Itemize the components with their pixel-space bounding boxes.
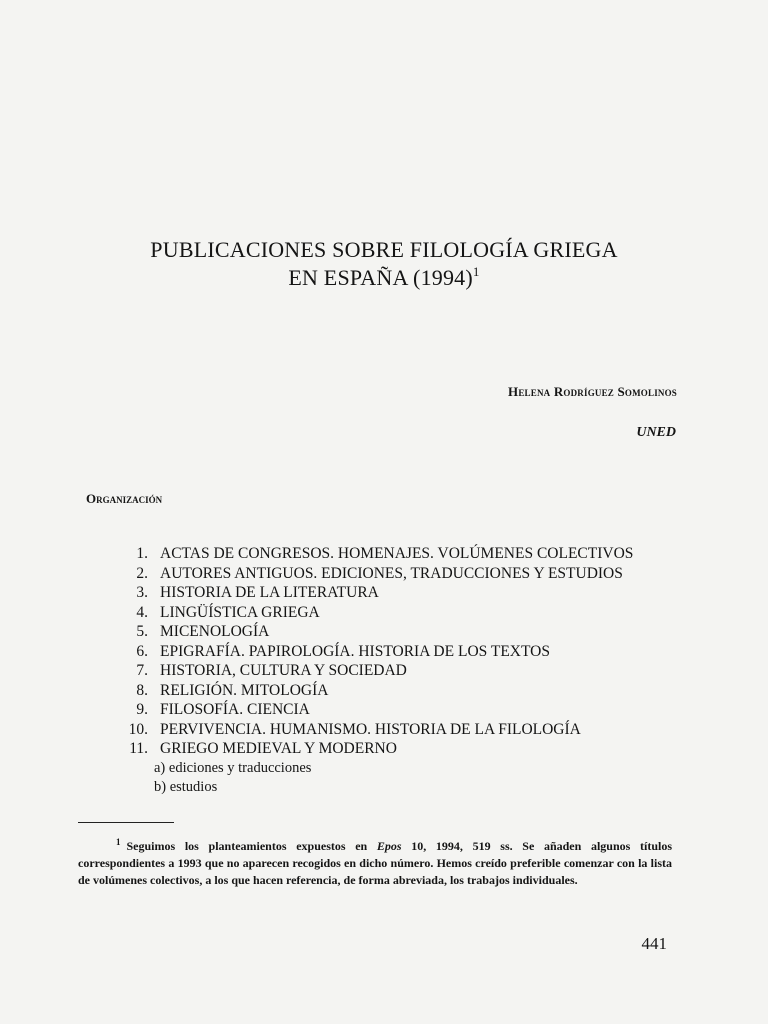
footnote-text-end: 10, 1994, 519 ss. Se añaden algunos títulos correspondientes a 1993 que no aparecen recogidos en dicho número. Hemos creído preferible comenzar con la lista de volúmenes colectivos, a los que hacen referencia, de forma abreviada, los trabajos individuales. (78, 839, 673, 887)
item-number: 10. (128, 720, 148, 738)
list-item (100, 603, 700, 623)
item-number: 8. (136, 681, 148, 699)
list-item (100, 544, 700, 564)
title-footnote-ref: 1 (472, 264, 480, 279)
item-label: AUTORES ANTIGUOS. EDICIONES, TRADUCCIONES Y ESTUDIOS (160, 564, 623, 582)
list-item (100, 700, 700, 720)
item-number: 2. (136, 564, 148, 582)
list-item (100, 661, 700, 681)
list-item (100, 622, 700, 642)
author-affiliation: UNED (636, 425, 676, 440)
sub-list-item (100, 759, 700, 779)
item-label: LINGÜÍSTICA GRIEGA (160, 603, 320, 621)
sub-item-label: a) ediciones y traducciones (154, 759, 312, 776)
list-item (100, 642, 700, 662)
item-label: EPIGRAFÍA. PAPIROLOGÍA. HISTORIA DE LOS TEXTOS (160, 642, 550, 660)
footnote-text-start: Seguimos los planteamientos expuestos en (126, 839, 377, 853)
footnote-journal-title: Epos (376, 839, 402, 853)
list-item (100, 739, 700, 759)
list-item (100, 564, 700, 584)
item-label: PERVIVENCIA. HUMANISMO. HISTORIA DE LA FILOLOGÍA (160, 720, 581, 738)
footnote-divider (78, 822, 174, 823)
article-title (0, 236, 768, 292)
item-number: 6. (136, 642, 148, 660)
item-number: 11. (129, 740, 148, 757)
sub-list-item (100, 778, 700, 798)
list-item (100, 583, 700, 603)
item-label: ACTAS DE CONGRESOS. HOMENAJES. VOLÚMENES COLECTIVOS (160, 545, 634, 562)
footnote (78, 838, 672, 889)
item-label: RELIGIÓN. MITOLOGÍA (160, 681, 329, 699)
item-label: FILOSOFÍA. CIENCIA (160, 701, 310, 718)
sub-item-label: b) estudios (154, 779, 218, 795)
item-number: 4. (136, 603, 148, 621)
item-number: 5. (136, 623, 148, 640)
title-line-2-text: EN ESPAÑA (1994) (288, 265, 473, 290)
section-heading: Organización (86, 491, 163, 506)
title-line-1: PUBLICACIONES SOBRE FILOLOGÍA GRIEGA (150, 237, 618, 262)
list-item (100, 681, 700, 701)
item-number: 1. (136, 545, 148, 562)
item-label: HISTORIA, CULTURA Y SOCIEDAD (160, 662, 407, 679)
footnote-mark: 1 (116, 837, 121, 847)
item-number: 9. (136, 701, 148, 718)
title-line-2 (0, 264, 768, 292)
item-label: MICENOLOGÍA (160, 623, 270, 640)
item-number: 3. (136, 584, 148, 601)
author-name: Helena Rodríguez Somolinos (508, 384, 677, 399)
item-label: GRIEGO MEDIEVAL Y MODERNO (160, 740, 397, 757)
item-label: HISTORIA DE LA LITERATURA (160, 584, 379, 601)
page-number: 441 (641, 934, 667, 953)
item-number: 7. (136, 662, 148, 679)
organization-list (100, 544, 700, 798)
list-item (100, 720, 700, 740)
